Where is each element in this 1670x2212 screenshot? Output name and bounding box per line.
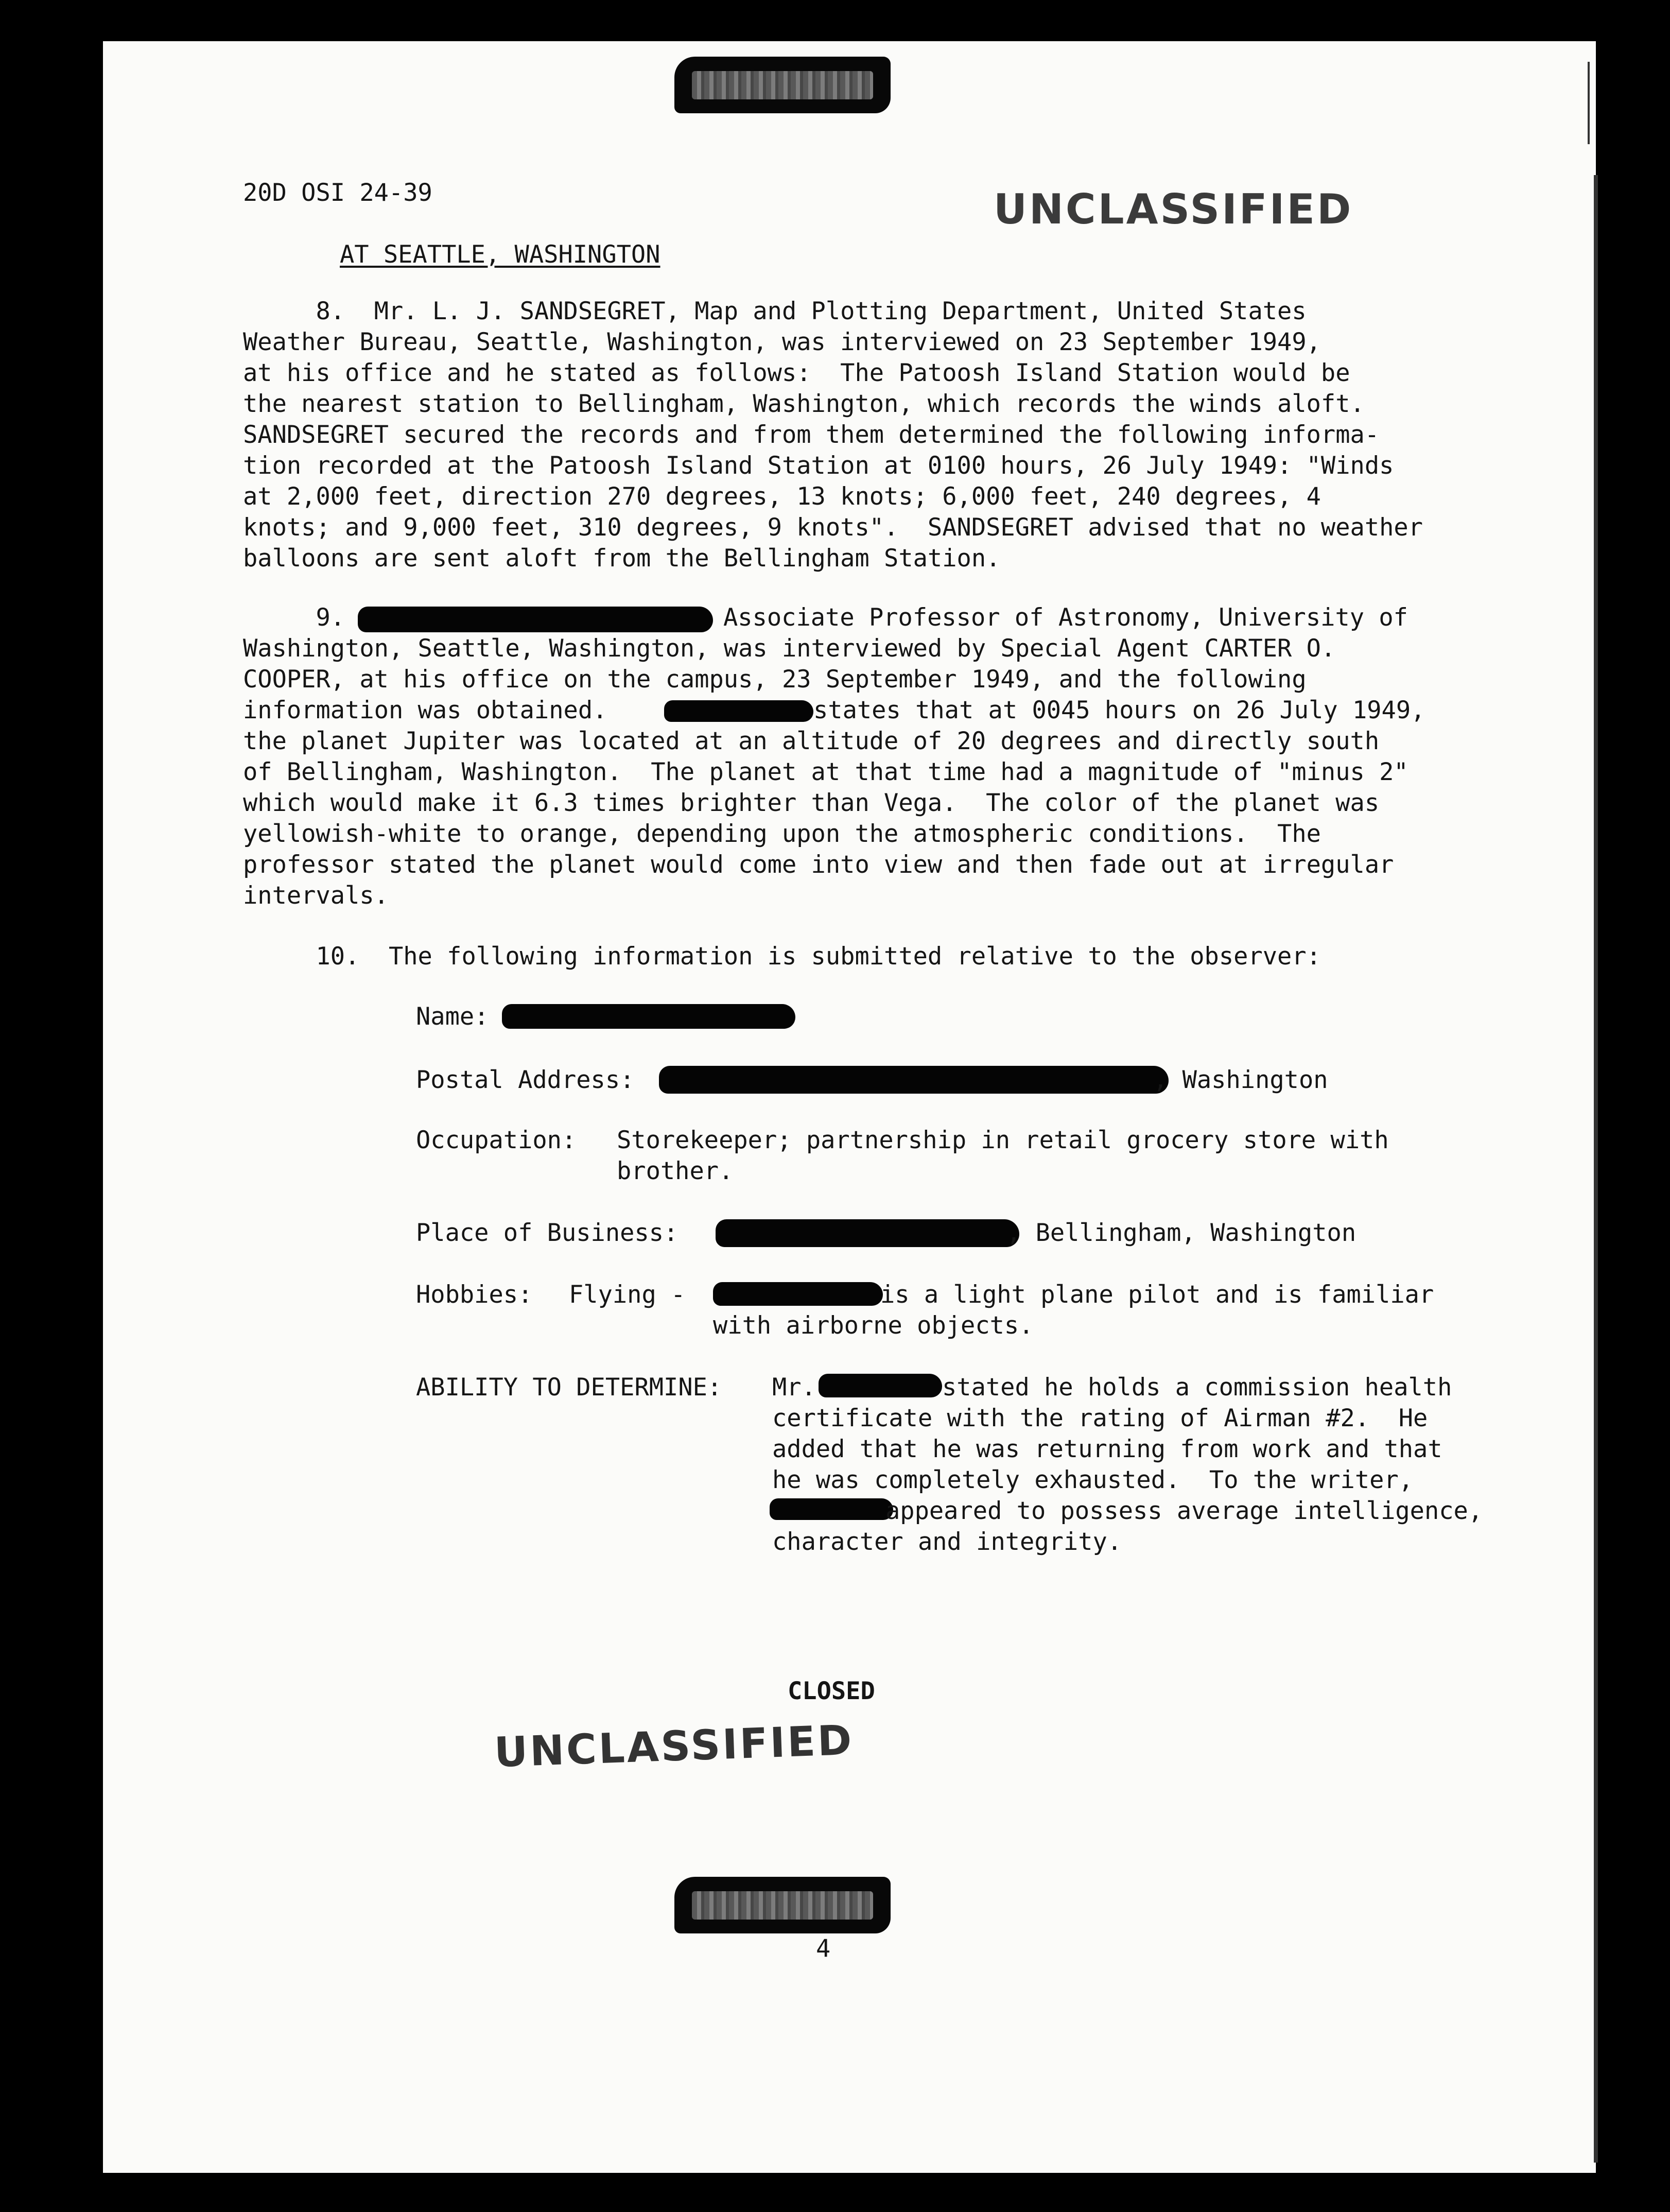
para10-intro: 10. The following information is submitted relative to the observer: — [243, 942, 1321, 971]
stamp-texture — [692, 1891, 874, 1920]
file-reference: 20D OSI 24-39 — [243, 179, 432, 207]
page-number: 4 — [816, 1934, 831, 1963]
para9-number: 9. — [243, 603, 345, 632]
hobbies-value: with airborne objects. — [713, 1311, 1034, 1340]
stamp-texture — [692, 71, 874, 99]
ability-value: he was completely exhausted. To the writer, — [772, 1466, 1414, 1494]
para9-line: COOPER, at his office on the campus, 23 September 1949, and the following — [243, 665, 1307, 694]
ability-mr: Mr. — [772, 1373, 816, 1402]
ability-value: appeared to possess average intelligence, — [885, 1497, 1483, 1525]
postal-address-suffix: , Washington — [1153, 1066, 1328, 1094]
para9-line: professor stated the planet would come into view and then fade out at irregular — [243, 851, 1394, 879]
name-label: Name: — [416, 1003, 489, 1031]
ability-value: character and integrity. — [772, 1528, 1122, 1556]
page-edge-shadow — [1588, 62, 1590, 144]
redaction-bar — [659, 1066, 1169, 1094]
para8-line: 8. Mr. L. J. SANDSEGRET, Map and Plotting Department, United States — [243, 297, 1307, 325]
para9-line: information was obtained. — [243, 696, 607, 724]
para8-line: tion recorded at the Patoosh Island Station at 0100 hours, 26 July 1949: "Winds — [243, 452, 1394, 480]
ability-label: ABILITY TO DETERMINE: — [416, 1373, 722, 1402]
para9-line: Associate Professor of Astronomy, University of — [723, 603, 1408, 632]
occupation-label: Occupation: — [416, 1126, 577, 1154]
occupation-value: Storekeeper; partnership in retail grocery store with — [617, 1126, 1389, 1154]
ability-value: added that he was returning from work and that — [772, 1435, 1442, 1463]
para9-line: the planet Jupiter was located at an altitude of 20 degrees and directly south — [243, 727, 1380, 755]
para8-line: balloons are sent aloft from the Bellingham Station. — [243, 544, 1001, 573]
para9-line: yellowish-white to orange, depending upon the atmospheric conditions. The — [243, 820, 1321, 848]
hobbies-label: Hobbies: — [416, 1281, 533, 1309]
redaction-bar — [502, 1004, 795, 1029]
ability-value: stated he holds a commission health — [942, 1373, 1452, 1402]
redaction-bar — [664, 700, 813, 722]
classification-stamp-top: UNCLASSIFIED — [994, 185, 1353, 233]
closed-label: CLOSED — [788, 1677, 875, 1705]
section-heading: AT SEATTLE, WASHINGTON — [340, 240, 660, 269]
occupation-value: brother. — [617, 1157, 734, 1185]
para8-line: knots; and 9,000 feet, 310 degrees, 9 knots". SANDSEGRET advised that no weather — [243, 513, 1423, 542]
para9-line: intervals. — [243, 882, 389, 910]
para8-line: Weather Bureau, Seattle, Washington, was interviewed on 23 September 1949, — [243, 328, 1321, 356]
para9-line: states that at 0045 hours on 26 July 1949, — [813, 696, 1425, 724]
para9-line: which would make it 6.3 times brighter than Vega. The color of the planet was — [243, 789, 1380, 817]
bottom-classification-stamp — [674, 1877, 891, 1933]
redaction-bar — [819, 1374, 942, 1397]
para8-line: the nearest station to Bellingham, Washington, which records the winds aloft. — [243, 390, 1365, 418]
para9-line: Washington, Seattle, Washington, was interviewed by Special Agent CARTER O. — [243, 634, 1336, 663]
page-edge-right — [1594, 175, 1598, 2163]
redaction-bar — [716, 1219, 1019, 1247]
postal-address-label: Postal Address: — [416, 1066, 635, 1094]
redaction-bar — [770, 1498, 893, 1520]
redaction-bar — [713, 1282, 883, 1306]
place-of-business-label: Place of Business: — [416, 1219, 679, 1247]
redaction-bar — [358, 607, 713, 632]
para8-line: at 2,000 feet, direction 270 degrees, 13 knots; 6,000 feet, 240 degrees, 4 — [243, 482, 1321, 511]
para8-line: at his office and he stated as follows: The Patoosh Island Station would be — [243, 359, 1350, 387]
hobbies-prefix: Flying - — [569, 1281, 686, 1309]
para9-line: of Bellingham, Washington. The planet at that time had a magnitude of "minus 2" — [243, 758, 1408, 786]
para8-line: SANDSEGRET secured the records and from them determined the following informa- — [243, 421, 1380, 449]
classification-stamp-bottom: UNCLASSIFIED — [493, 1716, 855, 1777]
place-of-business-suffix: , Bellingham, Washington — [1006, 1219, 1356, 1247]
ability-value: certificate with the rating of Airman #2. He — [772, 1404, 1428, 1432]
top-classification-stamp — [674, 57, 891, 113]
hobbies-value: is a light plane pilot and is familiar — [880, 1281, 1434, 1309]
